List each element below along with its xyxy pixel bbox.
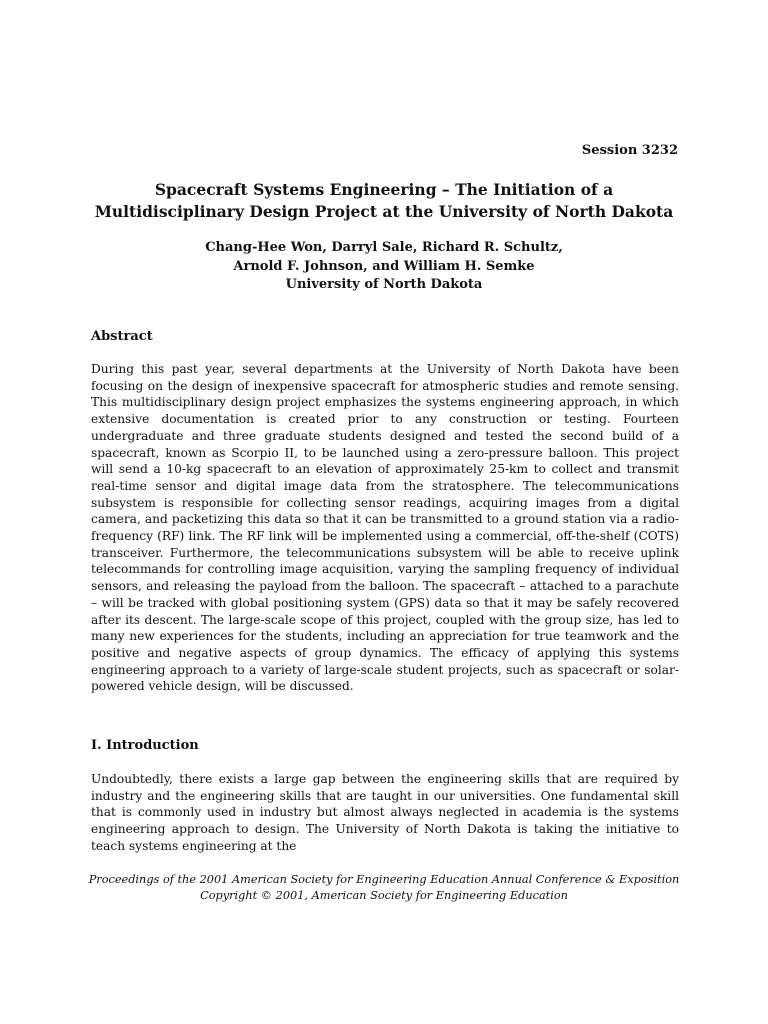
authors-line-1: Chang-Hee Won, Darryl Sale, Richard R. Schultz, [205, 240, 563, 255]
abstract-heading: Abstract [91, 329, 153, 344]
paper-title [0, 179, 768, 223]
footer-copyright: Copyright © 2001, American Society for Engineering Education [200, 889, 568, 902]
author-block [0, 239, 768, 295]
authors-line-2: Arnold F. Johnson, and William H. Semke [233, 258, 535, 274]
affiliation: University of North Dakota [285, 277, 483, 292]
title-line-2: Multidisciplinary Design Project at the University of North Dakota [94, 202, 674, 221]
page-footer [0, 872, 768, 904]
session-label: Session 3232 [581, 143, 678, 158]
introduction-text: Undoubtedly, there exists a large gap between the engineering skills that are required by industry and the engineering skills that are taught in our universities. One fundamental skill that is commonly used in industry but almost always neglected in academia is the systems engineering approach to design. The University of North Dakota is taking the initiative to teach systems engineering at the [91, 772, 679, 853]
introduction-heading: I. Introduction [91, 738, 199, 753]
abstract-text: During this past year, several departments at the University of North Dakota have been focusing on the design of inexpensive spacecraft for atmospheric studies and remote sensing. This multidisciplinary design project emphasizes the systems engineering approach, in which extensive documentation is created prior to any construction or testing. Fourteen undergraduate and three graduate students designed and tested the second build of a spacecraft, known as Scorpio II, to be launched using a zero-pressure balloon. This project will send a 10-kg spacecraft to an elevation of approximately 25-km to collect and transmit real-time sensor and digital image data from the stratosphere. The telecommunications subsystem is responsible for collecting sensor readings, acquiring images from a digital camera, and packetizing this data so that it can be transmitted to a ground station via a radio-frequency (RF) link. The RF link will be implemented using a commercial, off-the-shelf (COTS) transceiver. Furthermore, the telecommunications subsystem will be able to receive uplink telecommands for controlling image acquisition, varying the sampling frequency of individual sensors, and releasing the payload from the balloon. The spacecraft – attached to a parachute – will be tracked with global positioning system (GPS) data so that it may be safely recovered after its descent. The large-scale scope of this project, coupled with the group size, has led to many new experiences for the students, including an appreciation for true teamwork and the positive and negative aspects of group dynamics. The efficacy of applying this systems engineering approach to a variety of large-scale student projects, such as spacecraft or solar-powered vehicle design, will be discussed. [91, 362, 679, 694]
title-line-1: Spacecraft Systems Engineering – The Initiation of a [154, 180, 614, 199]
footer-proceedings: Proceedings of the 2001 American Society for Engineering Education Annual Conference & Exposition [88, 873, 680, 886]
